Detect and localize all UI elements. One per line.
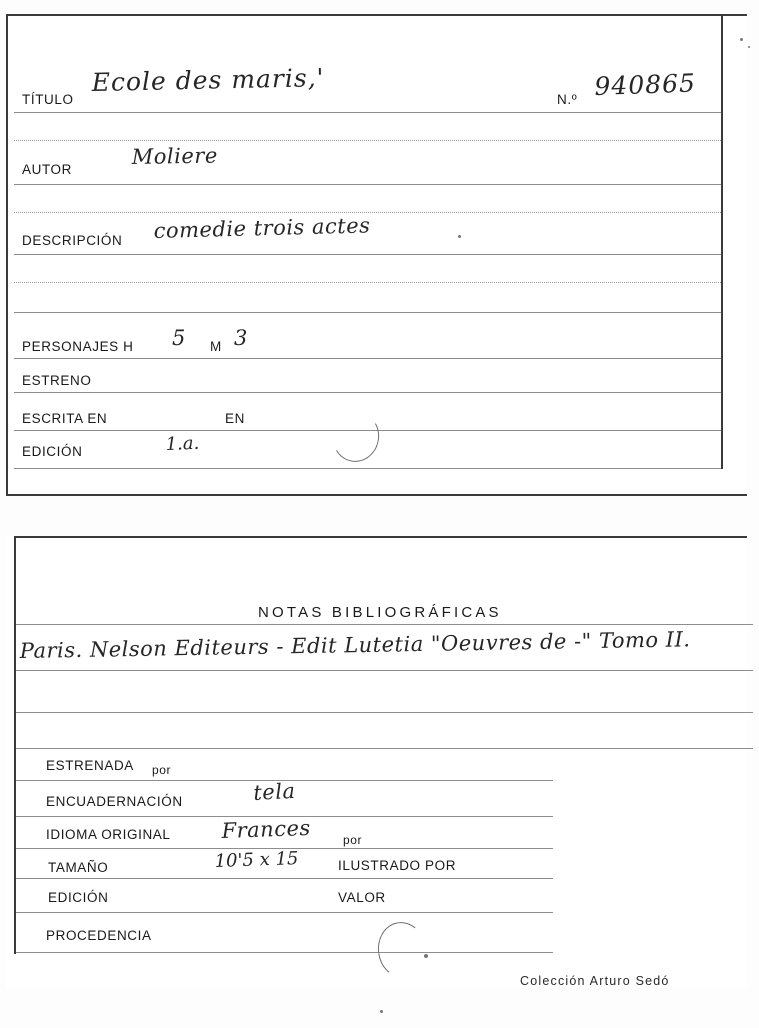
- rule-characters: [14, 358, 721, 359]
- rule-back-2: [16, 712, 753, 713]
- rule-description: [14, 254, 721, 255]
- label-tamano: TAMAÑO: [48, 860, 109, 875]
- value-personajes-h: 5: [172, 326, 186, 350]
- label-titulo: TÍTULO: [22, 92, 74, 107]
- rule-author: [14, 184, 721, 185]
- value-descripcion: comedie trois actes: [153, 213, 371, 243]
- label-ilustrado-por: ILUSTRADO POR: [338, 858, 457, 873]
- value-notas-bibliograficas: Paris. Nelson Editeurs - Edit Lutetia "Oeuvres de -" Tomo II.: [19, 627, 691, 663]
- card-back-border-left: [14, 536, 16, 954]
- rule-back-edicion: [16, 912, 553, 913]
- card-front-border-left: [6, 14, 8, 496]
- card-front-border-top: [6, 14, 747, 16]
- rule-back-tamano: [16, 878, 553, 879]
- label-valor: VALOR: [338, 890, 386, 905]
- label-personajes-m: M: [210, 339, 222, 354]
- label-idioma-original: IDIOMA ORIGINAL: [46, 827, 171, 842]
- speck-3: [748, 46, 750, 48]
- value-encuadernacion: tela: [252, 778, 297, 805]
- label-idioma-por: por: [343, 833, 363, 847]
- rule-back-procedencia: [16, 952, 553, 953]
- label-numero: N.º: [557, 92, 578, 107]
- value-personajes-m: 3: [234, 326, 248, 350]
- label-procedencia: PROCEDENCIA: [46, 928, 152, 943]
- stray-mark-front: [328, 407, 385, 467]
- rule-dotted-3: [14, 282, 721, 283]
- rule-dotted-1: [14, 140, 721, 141]
- collection-credit: Colección Arturo Sedó: [520, 974, 670, 988]
- label-escrita-en: ESCRITA EN: [22, 411, 108, 426]
- label-estrenada: ESTRENADA: [46, 758, 134, 773]
- label-en: EN: [225, 411, 245, 426]
- card-back-border-top: [14, 536, 747, 538]
- value-titulo: Ecole des maris,': [91, 63, 325, 97]
- card-front-border-right: [721, 14, 723, 469]
- label-personajes: PERSONAJES H: [22, 339, 134, 354]
- label-edicion: EDICIÓN: [22, 444, 83, 459]
- card-front-border-bottom: [6, 494, 747, 496]
- rule-back-note: [16, 670, 753, 671]
- label-descripcion: DESCRIPCIÓN: [22, 233, 123, 248]
- label-edicion-back: EDICIÓN: [48, 890, 109, 905]
- speck-5: [380, 1010, 383, 1013]
- catalog-card-front: [6, 14, 747, 496]
- label-encuadernacion: ENCUADERNACIÓN: [46, 794, 183, 809]
- rule-back-3: [16, 748, 753, 749]
- rule-title: [14, 112, 721, 113]
- notes-heading: NOTAS BIBLIOGRÁFICAS: [258, 604, 502, 621]
- label-autor: AUTOR: [22, 162, 73, 177]
- label-estreno: ESTRENO: [22, 373, 92, 388]
- catalog-card-back: [6, 536, 747, 988]
- speck-2: [740, 38, 743, 41]
- value-idioma-original: Frances: [221, 815, 312, 843]
- rule-premiere: [14, 392, 721, 393]
- stray-mark-back: [374, 919, 429, 981]
- value-numero: 940865: [593, 68, 697, 101]
- speck-4: [424, 954, 428, 958]
- value-tamano: 10'5 x 15: [214, 848, 299, 872]
- speck-1: [458, 235, 461, 238]
- value-edicion: 1.a.: [165, 432, 200, 455]
- value-autor: Moliere: [131, 143, 218, 169]
- rule-edition: [14, 468, 721, 469]
- label-estrenada-por: por: [152, 763, 172, 777]
- rule-back-1: [16, 624, 753, 625]
- rule-blank-1: [14, 312, 721, 313]
